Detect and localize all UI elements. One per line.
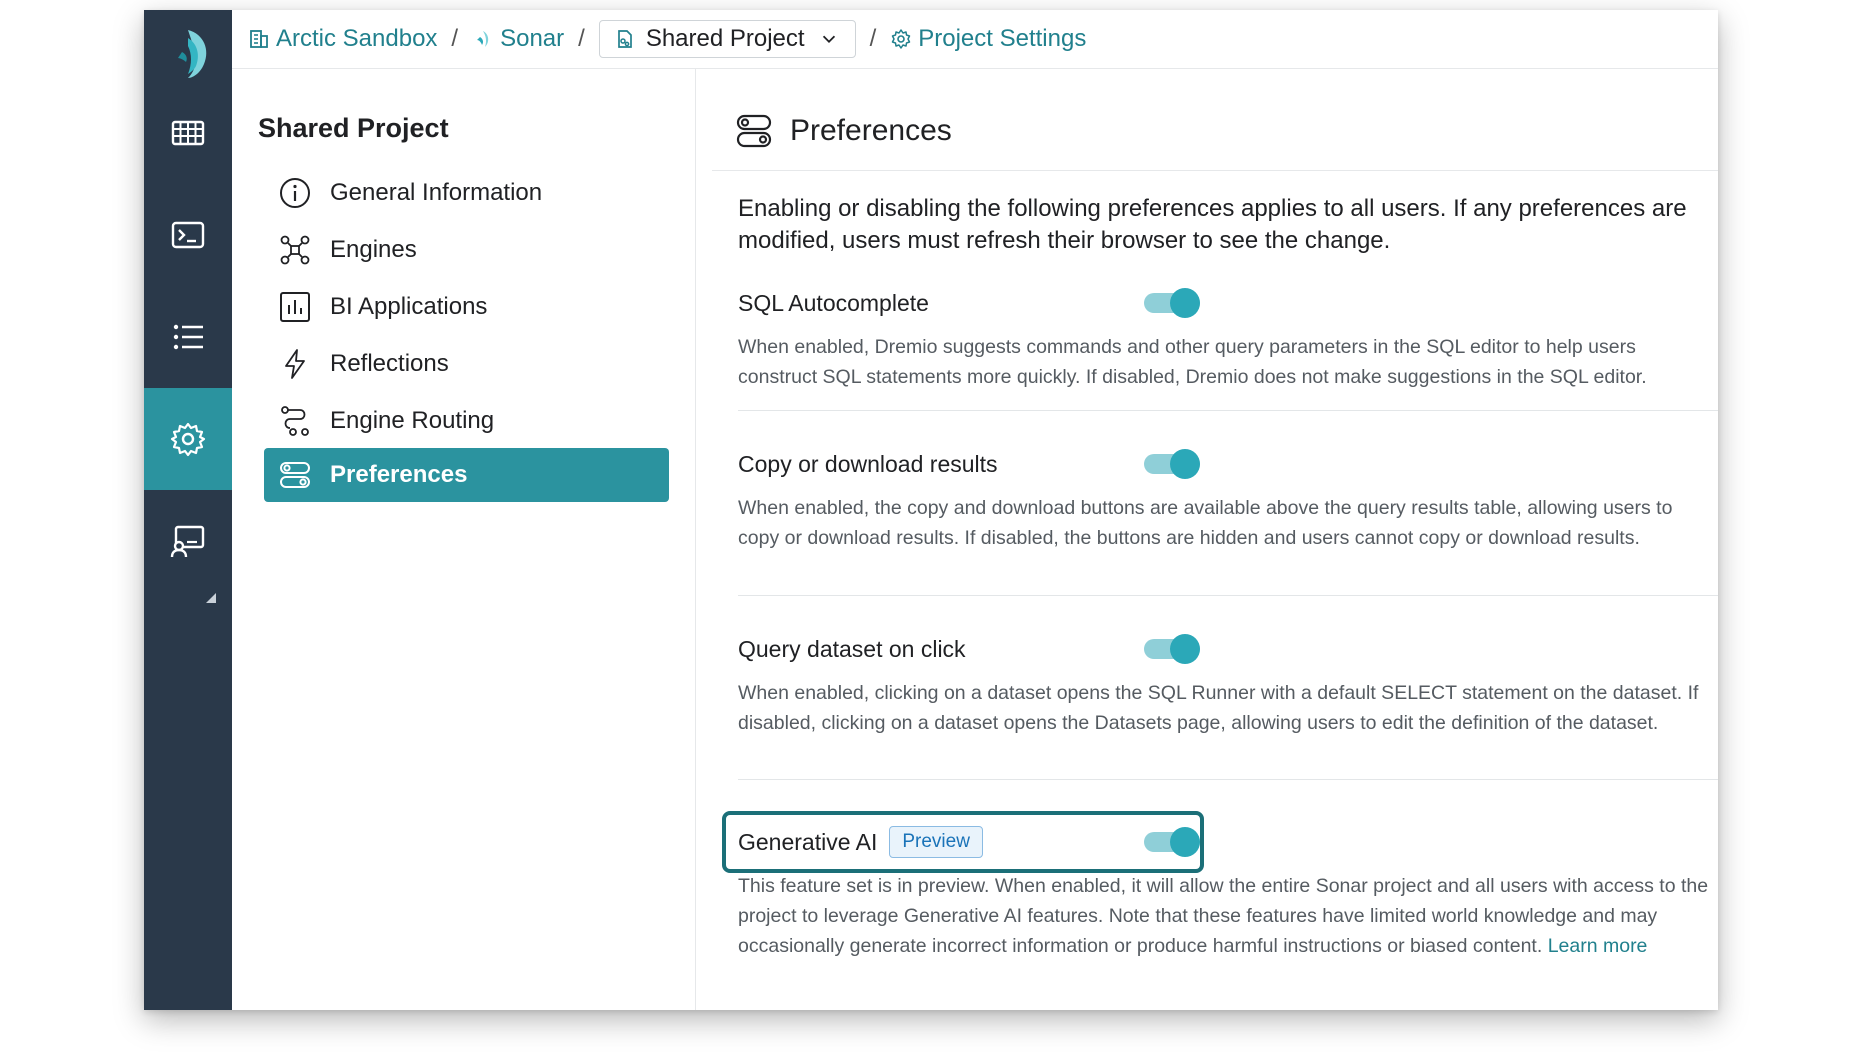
sidebar-item-engines[interactable] <box>264 218 669 282</box>
setting-query-dataset-on-click <box>738 626 1718 738</box>
generative-ai-toggle[interactable] <box>1144 827 1204 857</box>
sidebar-item-bi-applications[interactable] <box>264 275 669 339</box>
nav-rail <box>144 10 232 1010</box>
lightning-icon <box>278 347 312 381</box>
rail-settings[interactable] <box>144 388 232 490</box>
gear-icon <box>890 28 912 50</box>
setting-generative-ai <box>738 819 1718 961</box>
learn-more-link[interactable]: Learn more <box>1547 935 1648 957</box>
setting-label: Query dataset on click <box>738 635 966 662</box>
page-title: Preferences <box>790 113 952 147</box>
sonar-icon <box>472 28 494 50</box>
preferences-panel <box>696 69 1718 1010</box>
breadcrumb-org[interactable] <box>248 25 437 53</box>
sidebar-item-label: BI Applications <box>330 293 488 320</box>
sql-terminal-icon <box>169 216 207 254</box>
building-icon <box>248 28 270 50</box>
setting-copy-download-results <box>738 441 1718 553</box>
breadcrumb-sonar[interactable] <box>472 25 564 53</box>
setting-description: When enabled, clicking on a dataset opens the SQL Runner with a default SELECT statement on the dataset. If disabled, clicking on a dataset opens the Datasets page, allowing users to edit the definition of the dataset. <box>738 682 1699 734</box>
generative-ai-description: This feature set is in preview. When enabled, it will allow the entire Sonar project and all users with access to the project to leverage Generative AI features. Note that these features have limited world knowledge and may occasionally generate incorrect information or produce harmful instructions or biased content. <box>738 875 1709 957</box>
sidebar-item-preferences[interactable] <box>264 448 669 502</box>
user-help-icon <box>169 522 207 560</box>
setting-description: When enabled, Dremio suggests commands and other query parameters in the SQL editor to help users construct SQL statements more quickly. If disabled, Dremio does not make suggestions in the SQL editor. <box>738 336 1647 388</box>
datasets-grid-icon <box>169 114 207 152</box>
setting-label: Copy or download results <box>738 450 998 477</box>
sidebar-item-reflections[interactable] <box>264 332 669 396</box>
sidebar-title: Shared Project <box>258 113 449 143</box>
page-header <box>712 91 1718 171</box>
dremio-logo-icon[interactable] <box>158 24 218 84</box>
sidebar-item-label: General Information <box>330 179 543 206</box>
rail-datasets[interactable] <box>144 82 232 184</box>
setting-description: When enabled, the copy and download buttons are available above the query results table, allowing users to copy or download results. If disabled, the buttons are hidden and users cannot copy or download results. <box>738 497 1673 549</box>
query-dataset-toggle[interactable] <box>1144 634 1204 664</box>
rail-jobs[interactable] <box>144 286 232 388</box>
setting-sql-autocomplete <box>738 280 1718 392</box>
breadcrumb-separator: / <box>869 25 877 52</box>
sidebar-item-engine-routing[interactable] <box>264 389 669 453</box>
info-icon <box>278 176 312 210</box>
app-window <box>144 10 1718 1010</box>
bi-chart-icon <box>278 290 312 324</box>
preferences-icon <box>734 111 774 151</box>
jobs-list-icon <box>169 318 207 356</box>
routing-icon <box>278 404 312 438</box>
setting-description <box>738 871 1718 961</box>
copy-download-toggle[interactable] <box>1144 449 1204 479</box>
breadcrumb-settings[interactable] <box>890 25 1086 53</box>
settings-sidebar <box>232 69 696 1010</box>
divider <box>738 779 1718 780</box>
breadcrumb <box>232 10 1718 69</box>
toggle-knob <box>1170 449 1200 479</box>
rail-user-help[interactable] <box>144 490 232 592</box>
chevron-down-icon <box>819 29 839 49</box>
preferences-icon <box>278 458 312 492</box>
breadcrumb-sonar-label: Sonar <box>500 25 565 52</box>
project-select[interactable] <box>599 20 856 58</box>
settings-gear-icon <box>169 420 207 458</box>
setting-label: SQL Autocomplete <box>738 289 929 316</box>
shared-project-icon <box>614 28 636 50</box>
preview-badge: Preview <box>889 826 983 858</box>
breadcrumb-separator: / <box>451 25 459 52</box>
sql-autocomplete-toggle[interactable] <box>1144 288 1204 318</box>
sidebar-item-general-information[interactable] <box>264 161 669 225</box>
toggle-knob <box>1170 827 1200 857</box>
sidebar-item-label: Engine Routing <box>330 407 495 434</box>
breadcrumb-separator: / <box>578 25 585 52</box>
sidebar-item-label: Engines <box>330 236 417 263</box>
sidebar-item-label: Preferences <box>330 461 468 488</box>
divider <box>738 595 1718 596</box>
rail-sql-runner[interactable] <box>144 184 232 286</box>
breadcrumb-settings-label: Project Settings <box>918 25 1087 52</box>
divider <box>738 410 1718 411</box>
setting-label: Generative AI <box>738 828 878 855</box>
toggle-knob <box>1170 634 1200 664</box>
project-select-value: Shared Project <box>645 25 805 52</box>
engines-icon <box>278 233 312 267</box>
sidebar-item-label: Reflections <box>330 350 449 377</box>
rail-corner-indicator <box>206 593 216 603</box>
toggle-knob <box>1170 288 1200 318</box>
preferences-intro: Enabling or disabling the following preferences applies to all users. If any preferences are modified, users must refresh their browser to see the change. <box>738 195 1687 254</box>
breadcrumb-org-label: Arctic Sandbox <box>276 25 438 52</box>
